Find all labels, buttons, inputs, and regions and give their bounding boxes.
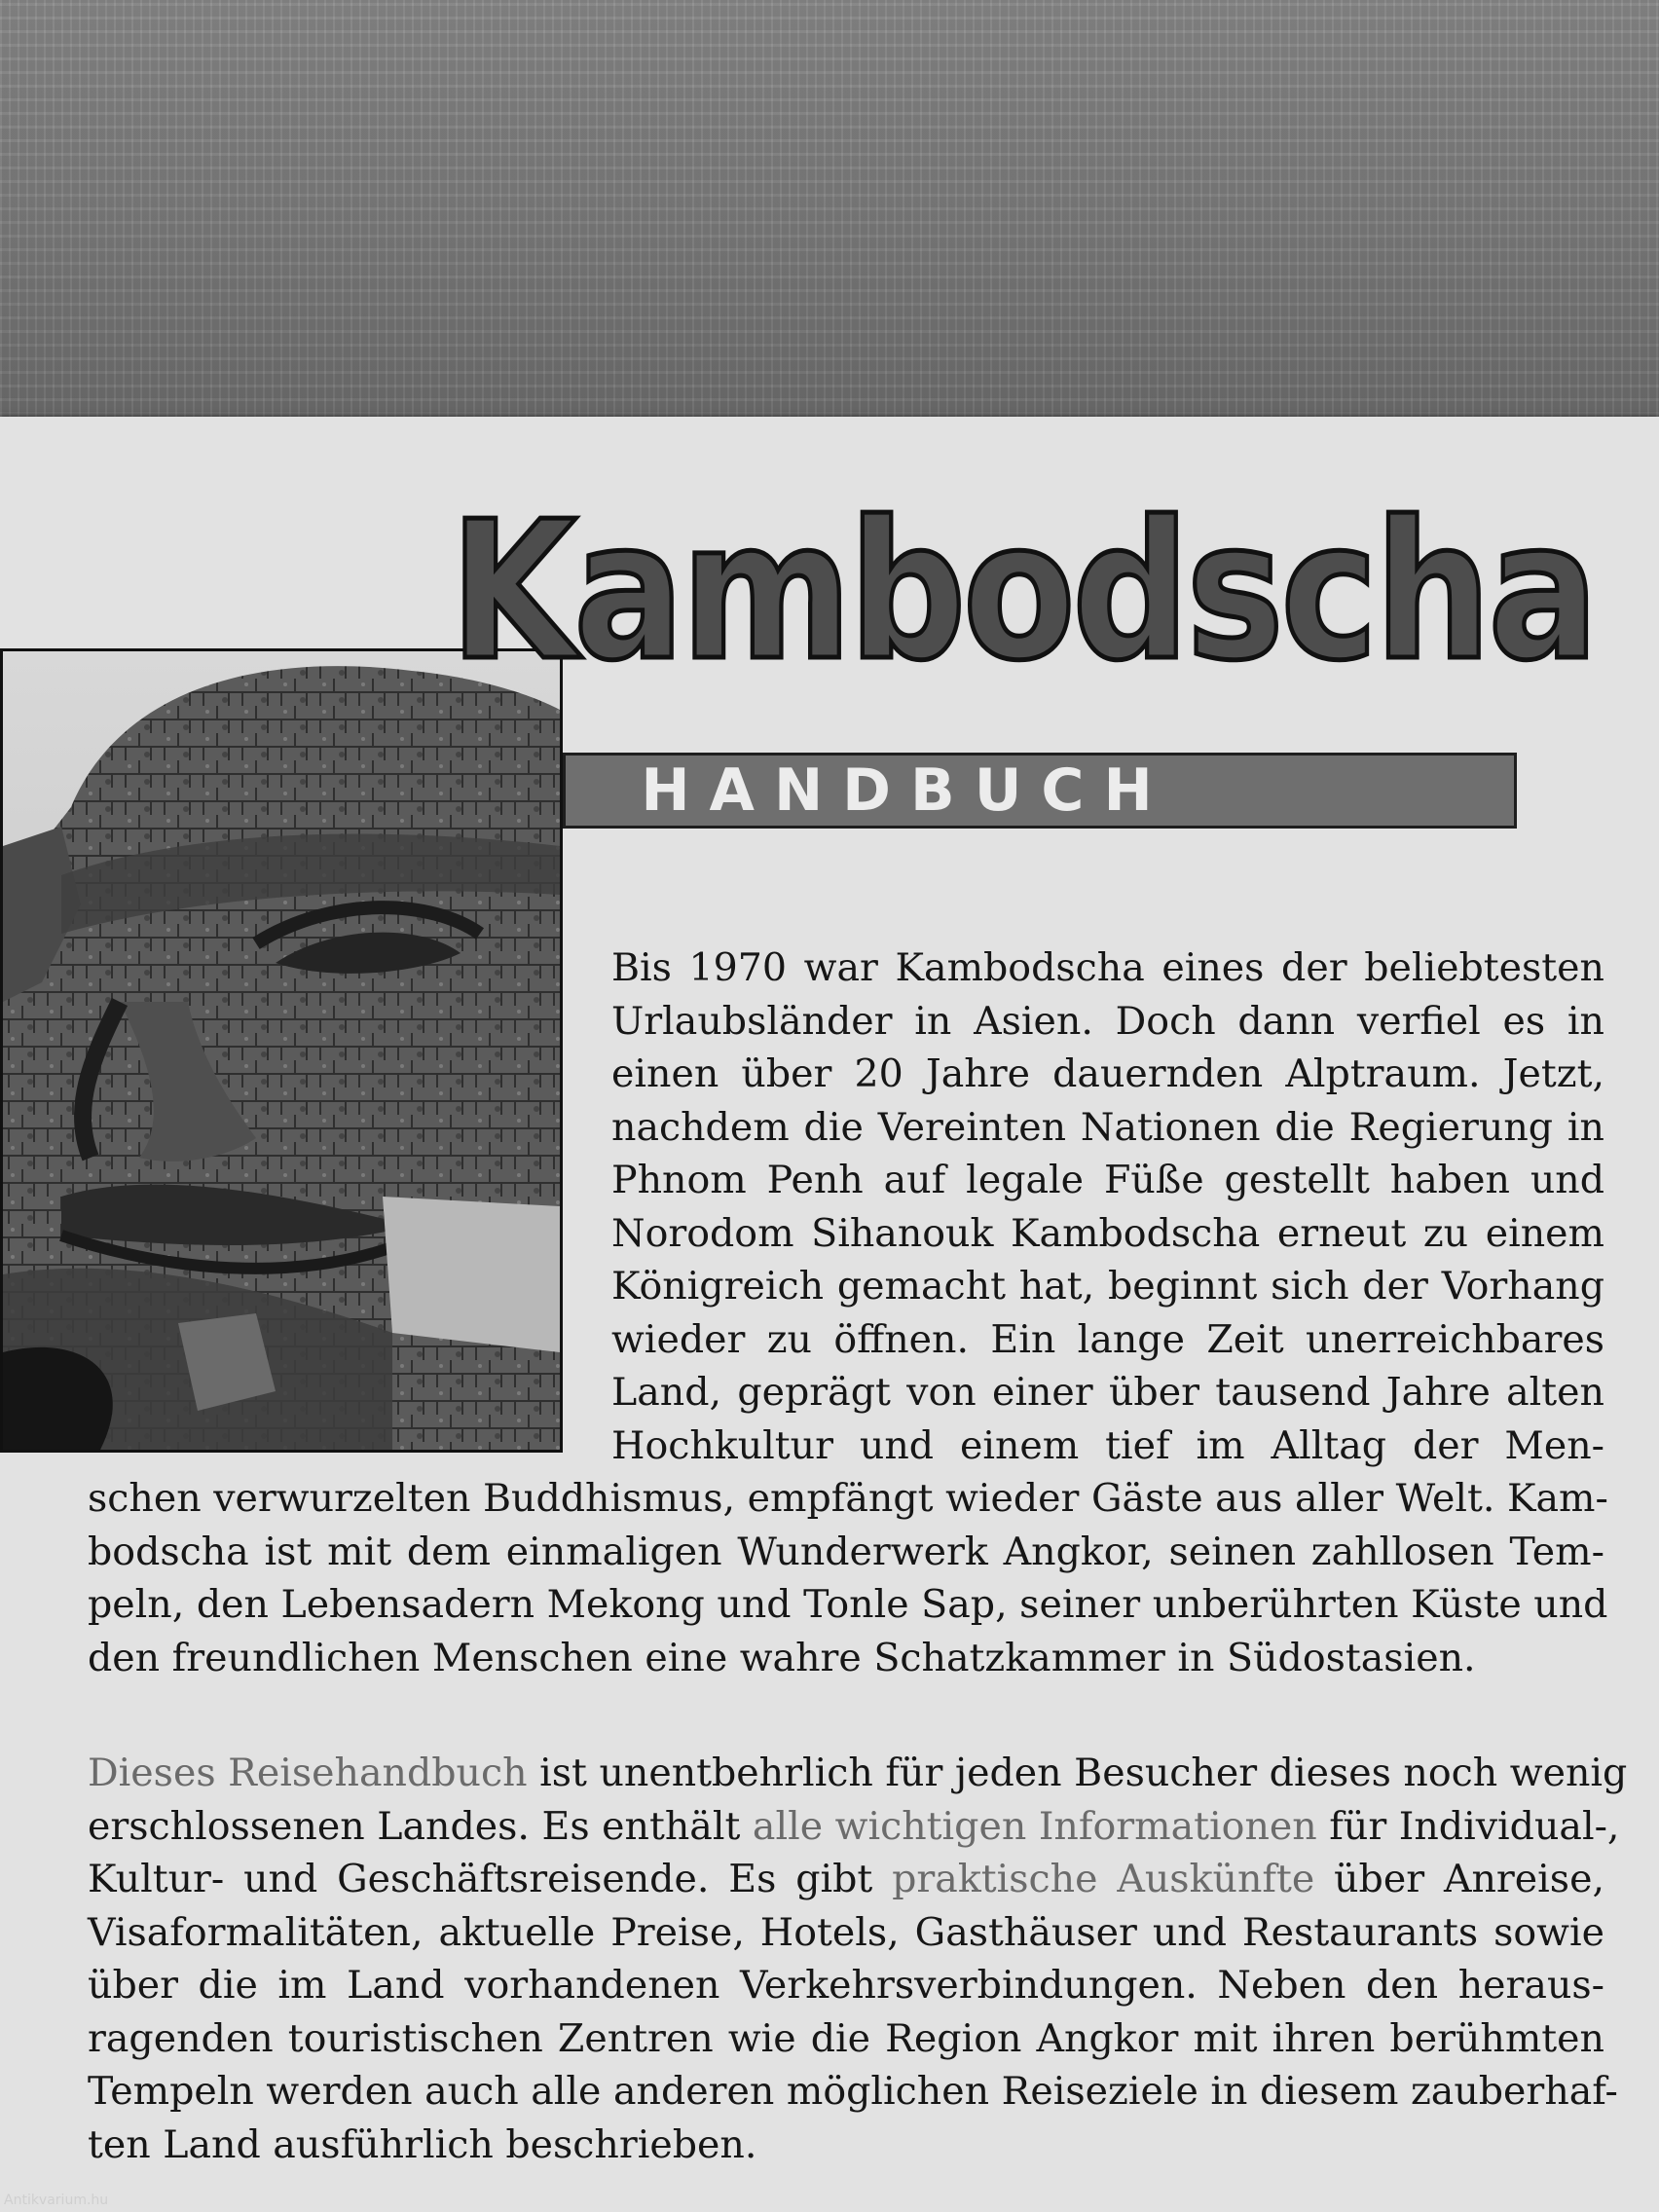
text-line: über die im Land vorhandenen Verkehrsverbindungen. Neben den heraus-: [88, 1963, 1604, 2008]
text-line: wieder zu öffnen. Ein lange Zeit unerreichbares: [611, 1316, 1604, 1362]
text-line: Visaformalitäten, aktuelle Preise, Hotels, Gasthäuser und Restaurants sowie: [88, 1909, 1604, 1955]
text-fragment: erschlossenen Landes. Es enthält: [88, 1803, 753, 1849]
highlight-text: alle wichtigen Informationen: [752, 1803, 1317, 1849]
highlight-text: praktische Auskünfte: [892, 1857, 1315, 1901]
text-fragment: über Anreise,: [1314, 1857, 1605, 1901]
text-line: Phnom Penh auf legale Füße gestellt haben und: [611, 1158, 1604, 1202]
description-paragraph-1-narrow: [611, 941, 1604, 1472]
text-line: Tempeln werden auch alle anderen möglichen Reiseziele in diesem zauberhaf-: [88, 2069, 1618, 2114]
gray-background: [0, 0, 1659, 428]
book-subtitle: HANDBUCH: [641, 756, 1172, 825]
text-line: [88, 1800, 1620, 1854]
text-line: den freundlichen Menschen eine wahre Schatzkammer in Südostasien.: [88, 1635, 1476, 1680]
description-paragraph-2: [88, 1747, 1628, 2171]
highlight-text: Dieses Reisehandbuch: [88, 1751, 528, 1795]
watermark: Antikvarium.hu: [4, 2193, 109, 2208]
text-line: [88, 1747, 1628, 1800]
text-line: Königreich gemacht hat, beginnt sich der Vorhang: [611, 1264, 1604, 1309]
text-line: bodscha ist mit dem einmaligen Wunderwerk Angkor, seinen zahllosen Tem-: [88, 1529, 1604, 1574]
subtitle-banner: [563, 753, 1517, 829]
description-paragraph-1-wide: [88, 1472, 1608, 1684]
text-line: Land, geprägt von einer über tausend Jahre alten: [611, 1370, 1604, 1415]
text-line: Urlaubsländer in Asien. Doch dann verfiel es in: [611, 998, 1604, 1044]
text-line: ten Land ausführlich beschrieben.: [88, 2121, 757, 2167]
text-fragment: Kultur- und Geschäftsreisende. Es gibt: [88, 1857, 893, 1901]
text-fragment: für Individual-,: [1316, 1803, 1620, 1849]
text-line: einen über 20 Jahre dauernden Alptraum. Jetzt,: [611, 1051, 1604, 1096]
book-title: Kambodscha: [450, 481, 1596, 703]
text-line: Hochkultur und einem tief im Alltag der Men-: [611, 1422, 1604, 1468]
text-line: nachdem die Vereinten Nationen die Regierung in: [611, 1104, 1604, 1150]
text-line: schen verwurzelten Buddhismus, empfängt wieder Gäste aus aller Welt. Kam-: [88, 1476, 1608, 1521]
text-line: ragenden touristischen Zentren wie die Region Angkor mit ihren berühmten: [88, 2015, 1604, 2061]
text-line: [88, 1853, 1604, 1906]
text-line: Bis 1970 war Kambodscha eines der beliebtesten: [611, 945, 1604, 990]
text-fragment: ist unentbehrlich für jeden Besucher dieses noch wenig: [527, 1751, 1628, 1795]
text-line: Norodom Sihanouk Kambodscha erneut zu einem: [611, 1210, 1604, 1256]
text-line: peln, den Lebensadern Mekong und Tonle Sap, seiner unberührten Küste und: [88, 1582, 1608, 1627]
